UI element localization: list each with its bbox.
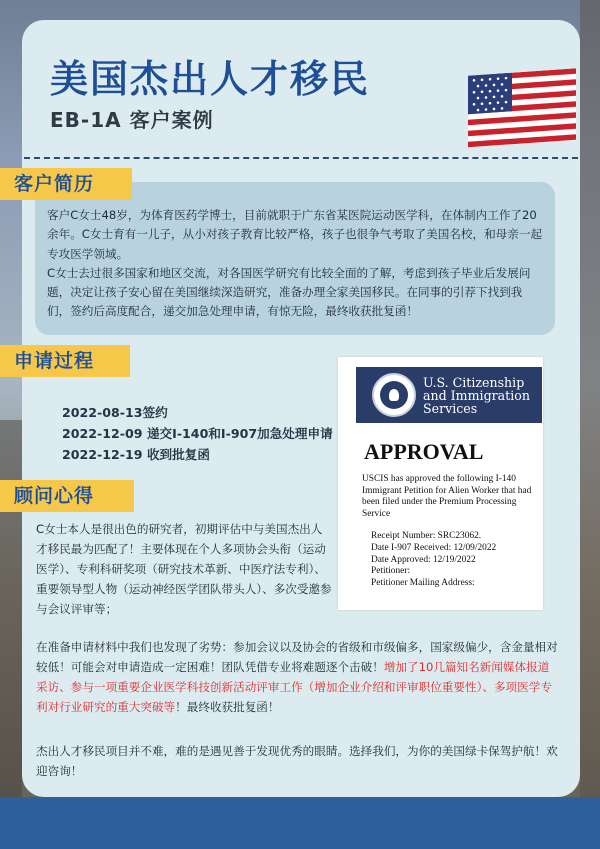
section-label-consult: 顾问心得: [0, 480, 134, 512]
page-title: 美国杰出人才移民: [50, 57, 371, 101]
consult-paragraph-2: [36, 637, 558, 717]
us-flag-icon: [468, 68, 576, 148]
i907-date: Date I-907 Received: 12/09/2022: [371, 542, 497, 553]
section-label-profile: 客户简历: [0, 168, 132, 200]
consult-paragraph-1: C女士本人是很出色的研究者，初期评估中与美国杰出人才移民最为匹配了！主要体现在个人多项协会头衔（运动医学）、专利科研奖项（研究技术革新、中医疗法专利）、重要领导型人物（运动神经医学团队带头人）、多次受邀参与会议评审等；: [36, 522, 332, 616]
petitioner: Petitioner:: [371, 566, 411, 577]
section-label-process: 申请过程: [0, 345, 130, 377]
receipt-number: Receipt Number: SRC23062.: [371, 531, 482, 541]
approved-date: Date Approved: 12/19/2022: [371, 554, 476, 565]
approval-title: APPROVAL: [364, 439, 484, 464]
consult-paragraph-3: 杰出人才移民项目并不难，难的是遇见善于发现优秀的眼睛。选择我们，为你的美国绿卡保驾护航！欢迎咨询！: [36, 744, 558, 778]
profile-box: [35, 182, 555, 335]
uscis-banner: [356, 367, 542, 423]
approval-details: [371, 531, 496, 590]
timeline-list: [62, 402, 333, 465]
timeline-item: 2022-12-09 递交I-140和I-907加急处理申请: [62, 426, 333, 441]
timeline-item: 2022-08-13签约: [62, 405, 168, 420]
profile-paragraph-1: 客户C女士48岁，为体育医药学博士，目前就职于广东省某医院运动医学科，在体制内工作了20余年。C女士育有一儿子，从小对孩子教育比较严格，孩子也很争气考取了美国名校，和母亲一起专攻医学领域。: [47, 208, 543, 261]
consult-text: 在准备申请材料中我们也发现了劣势：参加会议以及协会的省级和市级偏多，国家级偏少，含金量相对较低！可能会对申请造成一定困难！团队凭借专业将难题逐个击破！: [36, 640, 558, 674]
petitioner-address: Petitioner Mailing Address:: [371, 578, 475, 589]
consult-text: ！最终收获批复函！: [175, 700, 280, 714]
agency-line: Services: [423, 401, 478, 416]
footer-bar: [0, 797, 600, 849]
approval-paragraph: USCIS has approved the following I-140 Immigrant Petition for Alien Worker that had been filed under the Premium Processing Service: [362, 474, 532, 519]
agency-line: U.S. Citizenship: [423, 375, 525, 390]
divider: [24, 157, 578, 159]
consult-highlight: 增加了10几篇知名新闻媒体报道采访、参与一项重要企业医学科技创新活动评审工作（增加企业介绍和评审职位重要性）、多项医学专利对行业研究的重大突破等: [36, 660, 552, 714]
background-building: [580, 0, 600, 797]
profile-paragraph-2: C女士去过很多国家和地区交流，对各国医学研究有比较全面的了解，考虑到孩子毕业后发展问题，决定让孩子安心留在美国继续深造研究，准备办理全家美国移民。在同事的引荐下找到我们，签约后高度配合，递交加急处理申请，有惊无险，最终收获批复函！: [47, 265, 531, 319]
approval-notice: [338, 357, 543, 610]
page-subtitle: EB-1A 客户案例: [50, 108, 214, 132]
uscis-agency-name: [423, 376, 530, 415]
timeline-item: 2022-12-19 收到批复函: [62, 447, 210, 462]
dhs-seal-icon: [372, 373, 416, 417]
agency-line: and Immigration: [423, 388, 530, 403]
background-building: [0, 420, 22, 797]
